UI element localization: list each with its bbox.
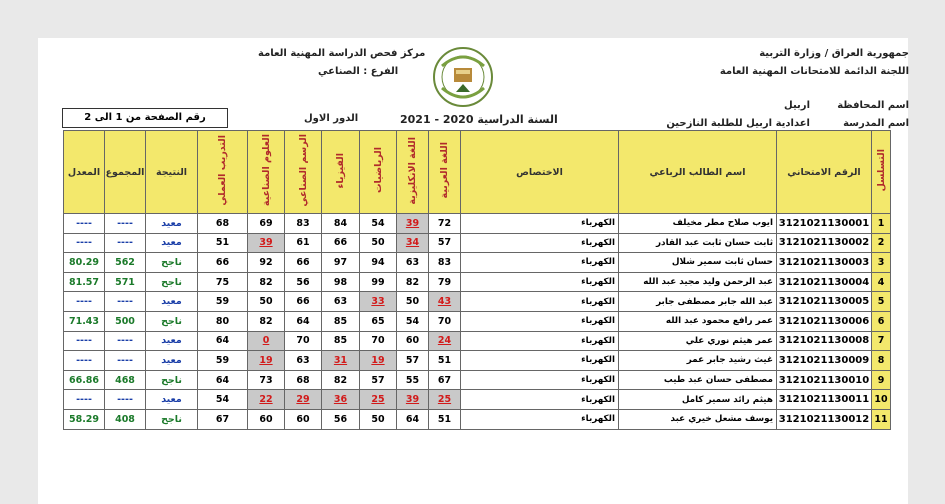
cell-student-name: حسان ثابت سمير شلال — [619, 253, 777, 273]
cell-exam-number: 3121021130011 — [777, 390, 872, 410]
col-drawing: الرسم الصناعي — [285, 131, 322, 214]
governorate-value: اربيل — [784, 100, 810, 111]
cell-result: معيد — [146, 390, 198, 410]
cell-exam-number: 3121021130010 — [777, 370, 872, 390]
table-row — [64, 331, 891, 351]
cell-english: 39 — [397, 390, 429, 410]
table-row — [64, 311, 891, 331]
cell-result: معيد — [146, 233, 198, 253]
cell-industrial-science: 39 — [248, 233, 285, 253]
cell-physics: 97 — [322, 253, 360, 273]
cell-student-name: غيث رشيد جابر عمر — [619, 351, 777, 371]
cell-exam-number: 3121021130005 — [777, 292, 872, 312]
cell-practical: 54 — [198, 390, 248, 410]
cell-drawing: 66 — [285, 253, 322, 273]
cell-average: ---- — [64, 351, 105, 371]
table-row — [64, 253, 891, 273]
cell-student-name: عمر هيثم نوري علي — [619, 331, 777, 351]
col-result: النتيجة — [146, 131, 198, 214]
cell-physics: 36 — [322, 390, 360, 410]
col-sequence: التسلسل — [872, 131, 891, 214]
cell-math: 65 — [360, 311, 397, 331]
table-row — [64, 233, 891, 253]
cell-exam-number: 3121021130004 — [777, 272, 872, 292]
branch-title: الفرع : الصناعي — [318, 66, 399, 77]
cell-industrial-science: 0 — [248, 331, 285, 351]
cell-student-name: مصطفى حسان عبد طيب — [619, 370, 777, 390]
cell-arabic: 79 — [429, 272, 461, 292]
cell-student-name: ايوب صلاح مطر مخيلف — [619, 214, 777, 234]
cell-total: 562 — [105, 253, 146, 273]
school-value: اعدادية اربيل للطلبة النازحين — [666, 118, 810, 129]
cell-math: 57 — [360, 370, 397, 390]
col-physics: الفيزياء — [322, 131, 360, 214]
cell-specialization: الكهرباء — [461, 272, 619, 292]
col-exam-number: الرقم الامتحاني — [777, 131, 872, 214]
cell-practical: 59 — [198, 351, 248, 371]
cell-arabic: 25 — [429, 390, 461, 410]
cell-specialization: الكهرباء — [461, 292, 619, 312]
cell-sequence: 9 — [872, 370, 891, 390]
cell-average: 81.57 — [64, 272, 105, 292]
cell-sequence: 11 — [872, 409, 891, 429]
col-industrial-science: العلوم الصناعية — [248, 131, 285, 214]
cell-drawing: 29 — [285, 390, 322, 410]
cell-english: 64 — [397, 409, 429, 429]
cell-specialization: الكهرباء — [461, 390, 619, 410]
cell-average: 66.86 — [64, 370, 105, 390]
cell-arabic: 43 — [429, 292, 461, 312]
cell-total: 500 — [105, 311, 146, 331]
cell-average: ---- — [64, 390, 105, 410]
cell-drawing: 83 — [285, 214, 322, 234]
col-specialization: الاختصاص — [461, 131, 619, 214]
cell-math: 70 — [360, 331, 397, 351]
cell-arabic: 70 — [429, 311, 461, 331]
cell-student-name: ثابت حسان ثابت عبد القادر — [619, 233, 777, 253]
cell-result: ناجح — [146, 370, 198, 390]
cell-math: 25 — [360, 390, 397, 410]
cell-total: ---- — [105, 351, 146, 371]
col-total: المجموع — [105, 131, 146, 214]
cell-physics: 85 — [322, 311, 360, 331]
cell-total: ---- — [105, 390, 146, 410]
cell-exam-number: 3121021130003 — [777, 253, 872, 273]
cell-drawing: 70 — [285, 331, 322, 351]
cell-industrial-science: 92 — [248, 253, 285, 273]
cell-arabic: 51 — [429, 409, 461, 429]
cell-result: معيد — [146, 351, 198, 371]
cell-practical: 68 — [198, 214, 248, 234]
col-name: اسم الطالب الرباعي — [619, 131, 777, 214]
col-english: اللغة الانكليزية — [397, 131, 429, 214]
cell-practical: 66 — [198, 253, 248, 273]
cell-industrial-science: 19 — [248, 351, 285, 371]
cell-english: 55 — [397, 370, 429, 390]
cell-industrial-science: 60 — [248, 409, 285, 429]
cell-sequence: 6 — [872, 311, 891, 331]
cell-total: 408 — [105, 409, 146, 429]
cell-practical: 51 — [198, 233, 248, 253]
cell-physics: 66 — [322, 233, 360, 253]
cell-industrial-science: 69 — [248, 214, 285, 234]
cell-average: ---- — [64, 292, 105, 312]
cell-exam-number: 3121021130001 — [777, 214, 872, 234]
table-row — [64, 409, 891, 429]
cell-specialization: الكهرباء — [461, 331, 619, 351]
cell-drawing: 56 — [285, 272, 322, 292]
cell-average: ---- — [64, 331, 105, 351]
cell-total: ---- — [105, 233, 146, 253]
cell-result: معيد — [146, 214, 198, 234]
cell-english: 63 — [397, 253, 429, 273]
cell-physics: 31 — [322, 351, 360, 371]
cell-physics: 82 — [322, 370, 360, 390]
governorate-label: اسم المحافظة — [837, 100, 909, 111]
cell-sequence: 1 — [872, 214, 891, 234]
cell-physics: 98 — [322, 272, 360, 292]
cell-drawing: 60 — [285, 409, 322, 429]
ministry-logo-icon — [432, 46, 494, 108]
cell-practical: 64 — [198, 370, 248, 390]
cell-math: 94 — [360, 253, 397, 273]
cell-arabic: 51 — [429, 351, 461, 371]
cell-student-name: عبد الله جابر مصطفى جابر — [619, 292, 777, 312]
table-row — [64, 390, 891, 410]
cell-math: 54 — [360, 214, 397, 234]
table-header-row — [64, 131, 891, 214]
cell-math: 33 — [360, 292, 397, 312]
cell-result: ناجح — [146, 409, 198, 429]
cell-arabic: 72 — [429, 214, 461, 234]
cell-arabic: 57 — [429, 233, 461, 253]
cell-specialization: الكهرباء — [461, 233, 619, 253]
cell-sequence: 2 — [872, 233, 891, 253]
cell-average: ---- — [64, 214, 105, 234]
cell-industrial-science: 73 — [248, 370, 285, 390]
col-math: الرياضيات — [360, 131, 397, 214]
cell-industrial-science: 82 — [248, 311, 285, 331]
cell-physics: 85 — [322, 331, 360, 351]
cell-drawing: 63 — [285, 351, 322, 371]
table-row — [64, 370, 891, 390]
cell-result: معيد — [146, 292, 198, 312]
cell-english: 39 — [397, 214, 429, 234]
cell-total: ---- — [105, 214, 146, 234]
table-row — [64, 272, 891, 292]
cell-sequence: 3 — [872, 253, 891, 273]
cell-total: 468 — [105, 370, 146, 390]
cell-exam-number: 3121021130008 — [777, 331, 872, 351]
table-row — [64, 292, 891, 312]
ministry-title: جمهورية العراق / وزارة التربية — [759, 48, 909, 59]
cell-practical: 59 — [198, 292, 248, 312]
cell-average: 71.43 — [64, 311, 105, 331]
cell-math: 99 — [360, 272, 397, 292]
cell-arabic: 83 — [429, 253, 461, 273]
cell-result: ناجح — [146, 311, 198, 331]
cell-drawing: 68 — [285, 370, 322, 390]
col-average: المعدل — [64, 131, 105, 214]
cell-student-name: يوسف مشعل خيري عبد — [619, 409, 777, 429]
cell-sequence: 10 — [872, 390, 891, 410]
cell-total: ---- — [105, 331, 146, 351]
cell-sequence: 7 — [872, 331, 891, 351]
cell-sequence: 5 — [872, 292, 891, 312]
cell-english: 50 — [397, 292, 429, 312]
school-label: اسم المدرسة — [843, 118, 909, 129]
cell-industrial-science: 22 — [248, 390, 285, 410]
cell-total: 571 — [105, 272, 146, 292]
cell-specialization: الكهرباء — [461, 253, 619, 273]
cell-result: معيد — [146, 331, 198, 351]
center-title: مركز فحص الدراسة المهنية العامة — [258, 48, 426, 59]
cell-exam-number: 3121021130012 — [777, 409, 872, 429]
cell-sequence: 4 — [872, 272, 891, 292]
cell-average: 80.29 — [64, 253, 105, 273]
cell-specialization: الكهرباء — [461, 351, 619, 371]
cell-english: 82 — [397, 272, 429, 292]
cell-math: 50 — [360, 233, 397, 253]
cell-result: ناجح — [146, 253, 198, 273]
cell-average: 58.29 — [64, 409, 105, 429]
cell-total: ---- — [105, 292, 146, 312]
cell-specialization: الكهرباء — [461, 214, 619, 234]
col-arabic: اللغة العربية — [429, 131, 461, 214]
cell-student-name: هيثم رائد سمير كامل — [619, 390, 777, 410]
cell-physics: 84 — [322, 214, 360, 234]
page-number-box: رقم الصفحة من 1 الى 2 — [62, 108, 228, 128]
cell-exam-number: 3121021130009 — [777, 351, 872, 371]
cell-physics: 63 — [322, 292, 360, 312]
cell-english: 34 — [397, 233, 429, 253]
cell-english: 60 — [397, 331, 429, 351]
cell-practical: 75 — [198, 272, 248, 292]
cell-arabic: 24 — [429, 331, 461, 351]
cell-math: 50 — [360, 409, 397, 429]
cell-industrial-science: 50 — [248, 292, 285, 312]
cell-english: 54 — [397, 311, 429, 331]
results-table — [63, 130, 891, 430]
exam-round: الدور الاول — [304, 113, 359, 124]
cell-arabic: 67 — [429, 370, 461, 390]
cell-industrial-science: 82 — [248, 272, 285, 292]
cell-student-name: عبد الرحمن وليد مجيد عبد الله — [619, 272, 777, 292]
col-practical: التدريب العملي — [198, 131, 248, 214]
cell-math: 19 — [360, 351, 397, 371]
cell-exam-number: 3121021130002 — [777, 233, 872, 253]
table-row — [64, 351, 891, 371]
cell-practical: 80 — [198, 311, 248, 331]
cell-specialization: الكهرباء — [461, 370, 619, 390]
cell-drawing: 64 — [285, 311, 322, 331]
cell-student-name: عمر رافع محمود عبد الله — [619, 311, 777, 331]
cell-specialization: الكهرباء — [461, 311, 619, 331]
cell-average: ---- — [64, 233, 105, 253]
cell-english: 57 — [397, 351, 429, 371]
cell-specialization: الكهرباء — [461, 409, 619, 429]
cell-drawing: 66 — [285, 292, 322, 312]
cell-practical: 67 — [198, 409, 248, 429]
cell-physics: 56 — [322, 409, 360, 429]
table-row — [64, 214, 891, 234]
cell-drawing: 61 — [285, 233, 322, 253]
cell-sequence: 8 — [872, 351, 891, 371]
committee-title: اللجنة الدائمة للامتحانات المهنية العامة — [719, 66, 909, 77]
academic-year: السنة الدراسية 2020 - 2021 — [400, 113, 558, 126]
cell-exam-number: 3121021130006 — [777, 311, 872, 331]
cell-result: ناجح — [146, 272, 198, 292]
cell-practical: 64 — [198, 331, 248, 351]
